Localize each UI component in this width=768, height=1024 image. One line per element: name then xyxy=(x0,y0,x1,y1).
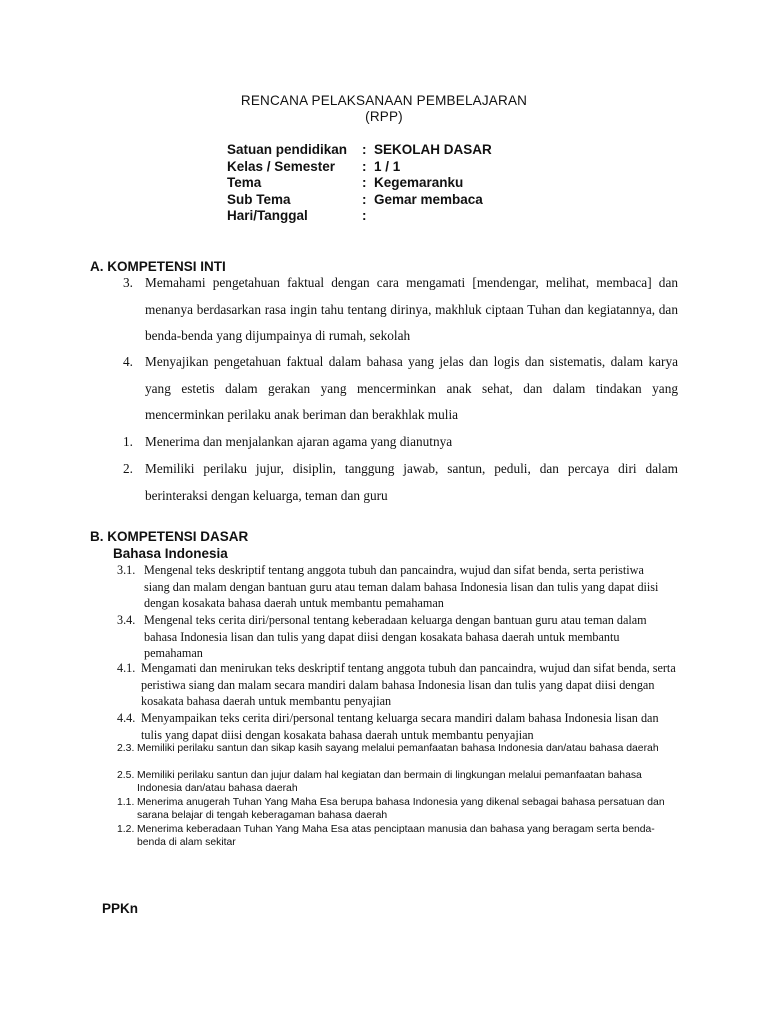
list-item-text: Memiliki perilaku jujur, disiplin, tanggung jawab, santun, peduli, dan percaya diri dalam berinteraksi dengan keluarga, teman dan guru xyxy=(145,461,678,503)
section-a-heading: A. KOMPETENSI INTI xyxy=(90,259,226,274)
identity-label: Tema xyxy=(227,175,262,190)
list-item-number: 2.5. xyxy=(117,770,135,781)
list-item-number: 2. xyxy=(123,461,133,476)
identity-row xyxy=(227,192,492,209)
list-item-number: 3.1. xyxy=(117,563,136,577)
list-item-text: Mengenal teks deskriptif tentang anggota tubuh dan pancaindra, wujud dan sifat benda, serta peristiwa siang dan malam dengan bantuan guru atau teman dalam bahasa Indonesia lisan dan tulis yang dapat diisi dengan kosakata bahasa daerah untuk membantu pemahaman xyxy=(144,563,659,611)
list-item-text: Mengenal teks cerita diri/personal tentang keberadaan keluarga dengan bantuan guru atau teman dalam bahasa Indonesia lisan dan tulis yang dapat diisi dengan kosakata bahasa daerah untuk membantu pemahaman xyxy=(144,613,647,661)
list-item-number: 2.3. xyxy=(117,743,135,754)
list-item-text: Memahami pengetahuan faktual dengan cara mengamati [mendengar, melihat, membaca] dan menanya berdasarkan rasa ingin tahu tentang dirinya, makhluk ciptaan Tuhan dan kegiatannya, dan benda-benda yang dijumpainya di rumah, sekolah xyxy=(145,275,678,343)
list-item xyxy=(117,660,682,710)
identity-label: Sub Tema xyxy=(227,191,291,207)
list-item-text: Menerima anugerah Tuhan Yang Maha Esa berupa bahasa Indonesia yang dikenal sebagai bahasa persatuan dan sarana belajar di tengah keberagaman bahasa daerah xyxy=(137,797,665,822)
list-item-number: 4.4. xyxy=(117,711,136,725)
list-item-text: Menerima dan menjalankan ajaran agama yang dianutnya xyxy=(145,434,453,449)
identity-row xyxy=(227,142,492,159)
list-item-number: 4.1. xyxy=(117,661,136,675)
section-b-heading: B. KOMPETENSI DASAR xyxy=(90,529,249,544)
identity-colon: : xyxy=(362,175,367,190)
list-item xyxy=(117,769,677,796)
list-item xyxy=(123,349,678,429)
document-title: RENCANA PELAKSANAAN PEMBELAJARAN xyxy=(240,93,528,108)
list-item-text: Memiliki perilaku santun dan jujur dalam hal kegiatan dan bermain di lingkungan melalui pemanfaatan bahasa Indonesia dan/atau bahasa daerah xyxy=(137,770,642,795)
identity-row xyxy=(227,208,492,225)
list-item xyxy=(117,562,667,612)
identity-label: Kelas / Semester xyxy=(227,158,336,174)
list-item-text: Mengamati dan menirukan teks deskriptif tentang anggota tubuh dan pancaindra, wujud dan sifat benda, serta peristiwa siang dan malam secara mandiri dalam bahasa Indonesia lisan dan tulis yang dapat diisi dengan kosakata bahasa daerah untuk membantu penyajian xyxy=(141,661,676,709)
identity-value: Kegemaranku xyxy=(374,175,464,190)
identity-row xyxy=(227,159,492,176)
list-item xyxy=(123,270,678,350)
identity-label: Hari/Tanggal xyxy=(227,208,308,223)
list-item-text: Menerima keberadaan Tuhan Yang Maha Esa atas penciptaan manusia dan bahasa yang beragam serta benda-benda di alam sekitar xyxy=(137,824,655,849)
identity-value: Gemar membaca xyxy=(374,191,483,207)
list-item-number: 3.4. xyxy=(117,613,136,627)
document-subtitle: (RPP) xyxy=(365,109,403,124)
list-item-number: 1.2. xyxy=(117,824,135,835)
list-item-number: 3. xyxy=(123,275,133,290)
identity-table xyxy=(227,142,492,225)
identity-colon: : xyxy=(362,142,367,157)
identity-colon: : xyxy=(362,158,367,174)
list-item xyxy=(117,710,682,743)
list-item-text: Menyampaikan teks cerita diri/personal tentang keluarga secara mandiri dalam bahasa Indonesia lisan dan tulis yang dapat diisi dengan kosakata bahasa daerah untuk membantu penyajian xyxy=(141,711,659,742)
list-item xyxy=(123,429,678,456)
list-item xyxy=(117,612,667,662)
subject-heading-ppkn: PPKn xyxy=(102,901,139,916)
identity-row xyxy=(227,175,492,192)
identity-value: 1 / 1 xyxy=(374,158,401,174)
list-item-number: 4. xyxy=(123,354,133,369)
list-item-text: Menyajikan pengetahuan faktual dalam bahasa yang jelas dan logis dan sistematis, dalam karya yang estetis dalam gerakan yang mencerminkan anak sehat, dan dalam tindakan yang mencerminkan perilaku anak beriman dan berakhlak mulia xyxy=(145,354,678,422)
subject-heading: Bahasa Indonesia xyxy=(113,546,228,561)
identity-colon: : xyxy=(362,191,367,207)
list-item-number: 1.1. xyxy=(117,797,135,808)
list-item xyxy=(117,742,677,755)
identity-colon: : xyxy=(362,208,367,223)
identity-label: Satuan pendidikan xyxy=(227,142,348,157)
list-item xyxy=(117,823,677,850)
list-item-text: Memiliki perilaku santun dan sikap kasih sayang melalui pemanfaatan bahasa Indonesia dan/atau bahasa daerah xyxy=(137,743,659,754)
identity-value: SEKOLAH DASAR xyxy=(374,142,492,157)
list-item xyxy=(123,456,678,509)
list-item-number: 1. xyxy=(123,434,133,449)
list-item xyxy=(117,796,677,823)
